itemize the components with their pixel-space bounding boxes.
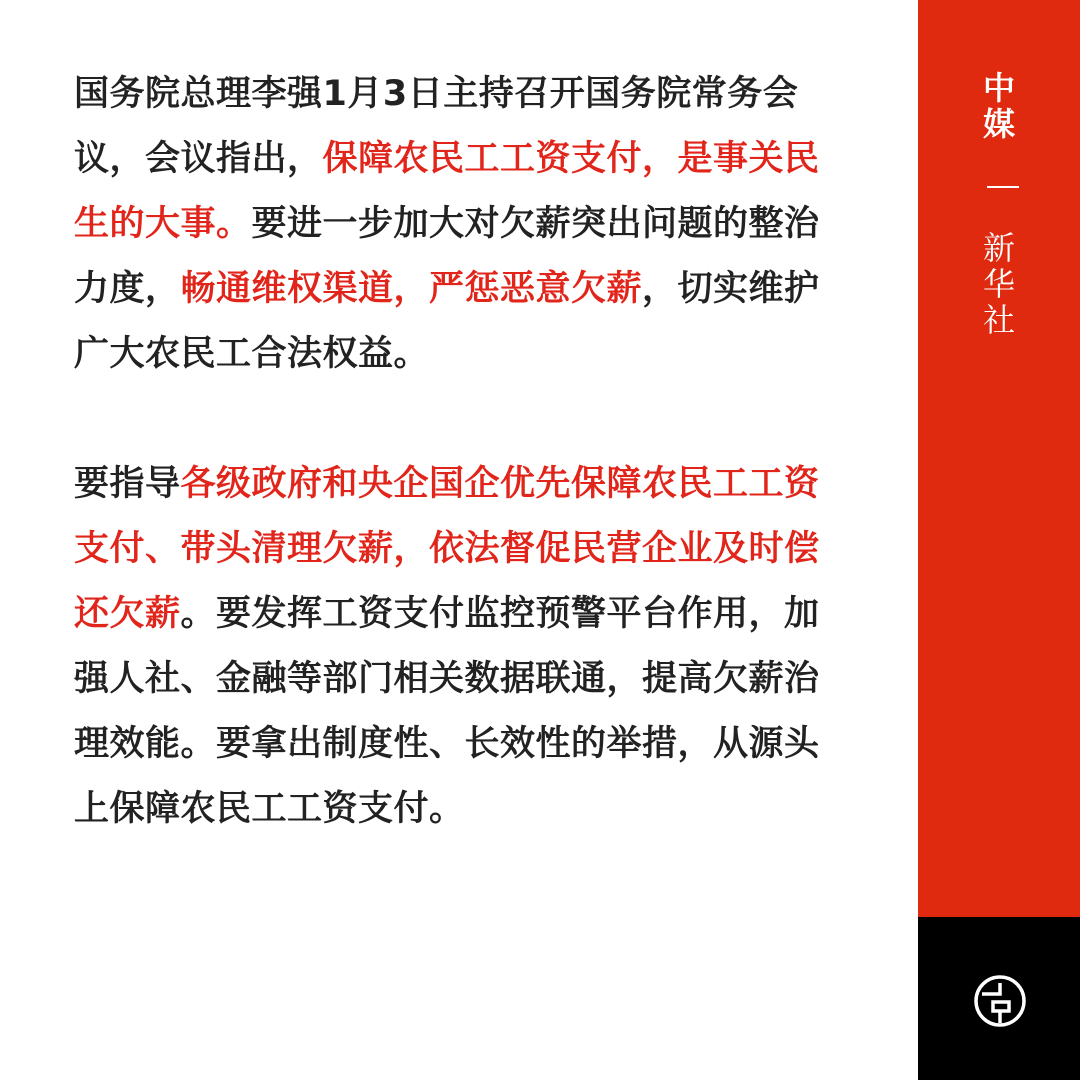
source-char: 华 (982, 265, 1015, 303)
paragraph-2 (74, 452, 834, 842)
article-body (74, 62, 834, 842)
paragraph-text: ，切实维护广大农民工合法权益。 (74, 269, 820, 374)
source-name (918, 230, 1080, 338)
paragraph-text: 。要发挥工资支付监控预警平台作用，加强人社、金融等部门相关数据联通，提高欠薪治理效能。要拿出制度性、长效性的举措，从源头上保障农民工工资支付。 (74, 594, 820, 829)
source-char: 社 (982, 301, 1015, 339)
paragraph-text: 要进一步加大对欠薪突出问题的整治力度， (74, 204, 820, 309)
paragraph-text: 要指导 (74, 464, 181, 504)
highlighted-text: 畅通维权渠道，严惩恶意欠薪 (180, 269, 643, 309)
highlighted-text: 各级政府和央企国企优先保障农民工工资支付、带头清理欠薪，依法督促民营企业及时偿还欠薪 (74, 464, 820, 634)
paragraph-text: 国务院总理李强1月3日主持召开国务院常务会议，会议指出， (74, 74, 799, 179)
brand-title (918, 70, 1080, 142)
brand-char: 媒 (982, 105, 1015, 143)
paragraph-1 (74, 62, 834, 387)
brand-sidebar (918, 0, 1080, 917)
divider-dash (987, 186, 1019, 188)
source-char: 新 (982, 229, 1015, 267)
circle-seal-logo-icon (973, 974, 1027, 1028)
brand-footer (918, 917, 1080, 1080)
highlighted-text: 保障农民工工资支付，是事关民生的大事。 (74, 139, 820, 244)
brand-char: 中 (982, 69, 1015, 107)
